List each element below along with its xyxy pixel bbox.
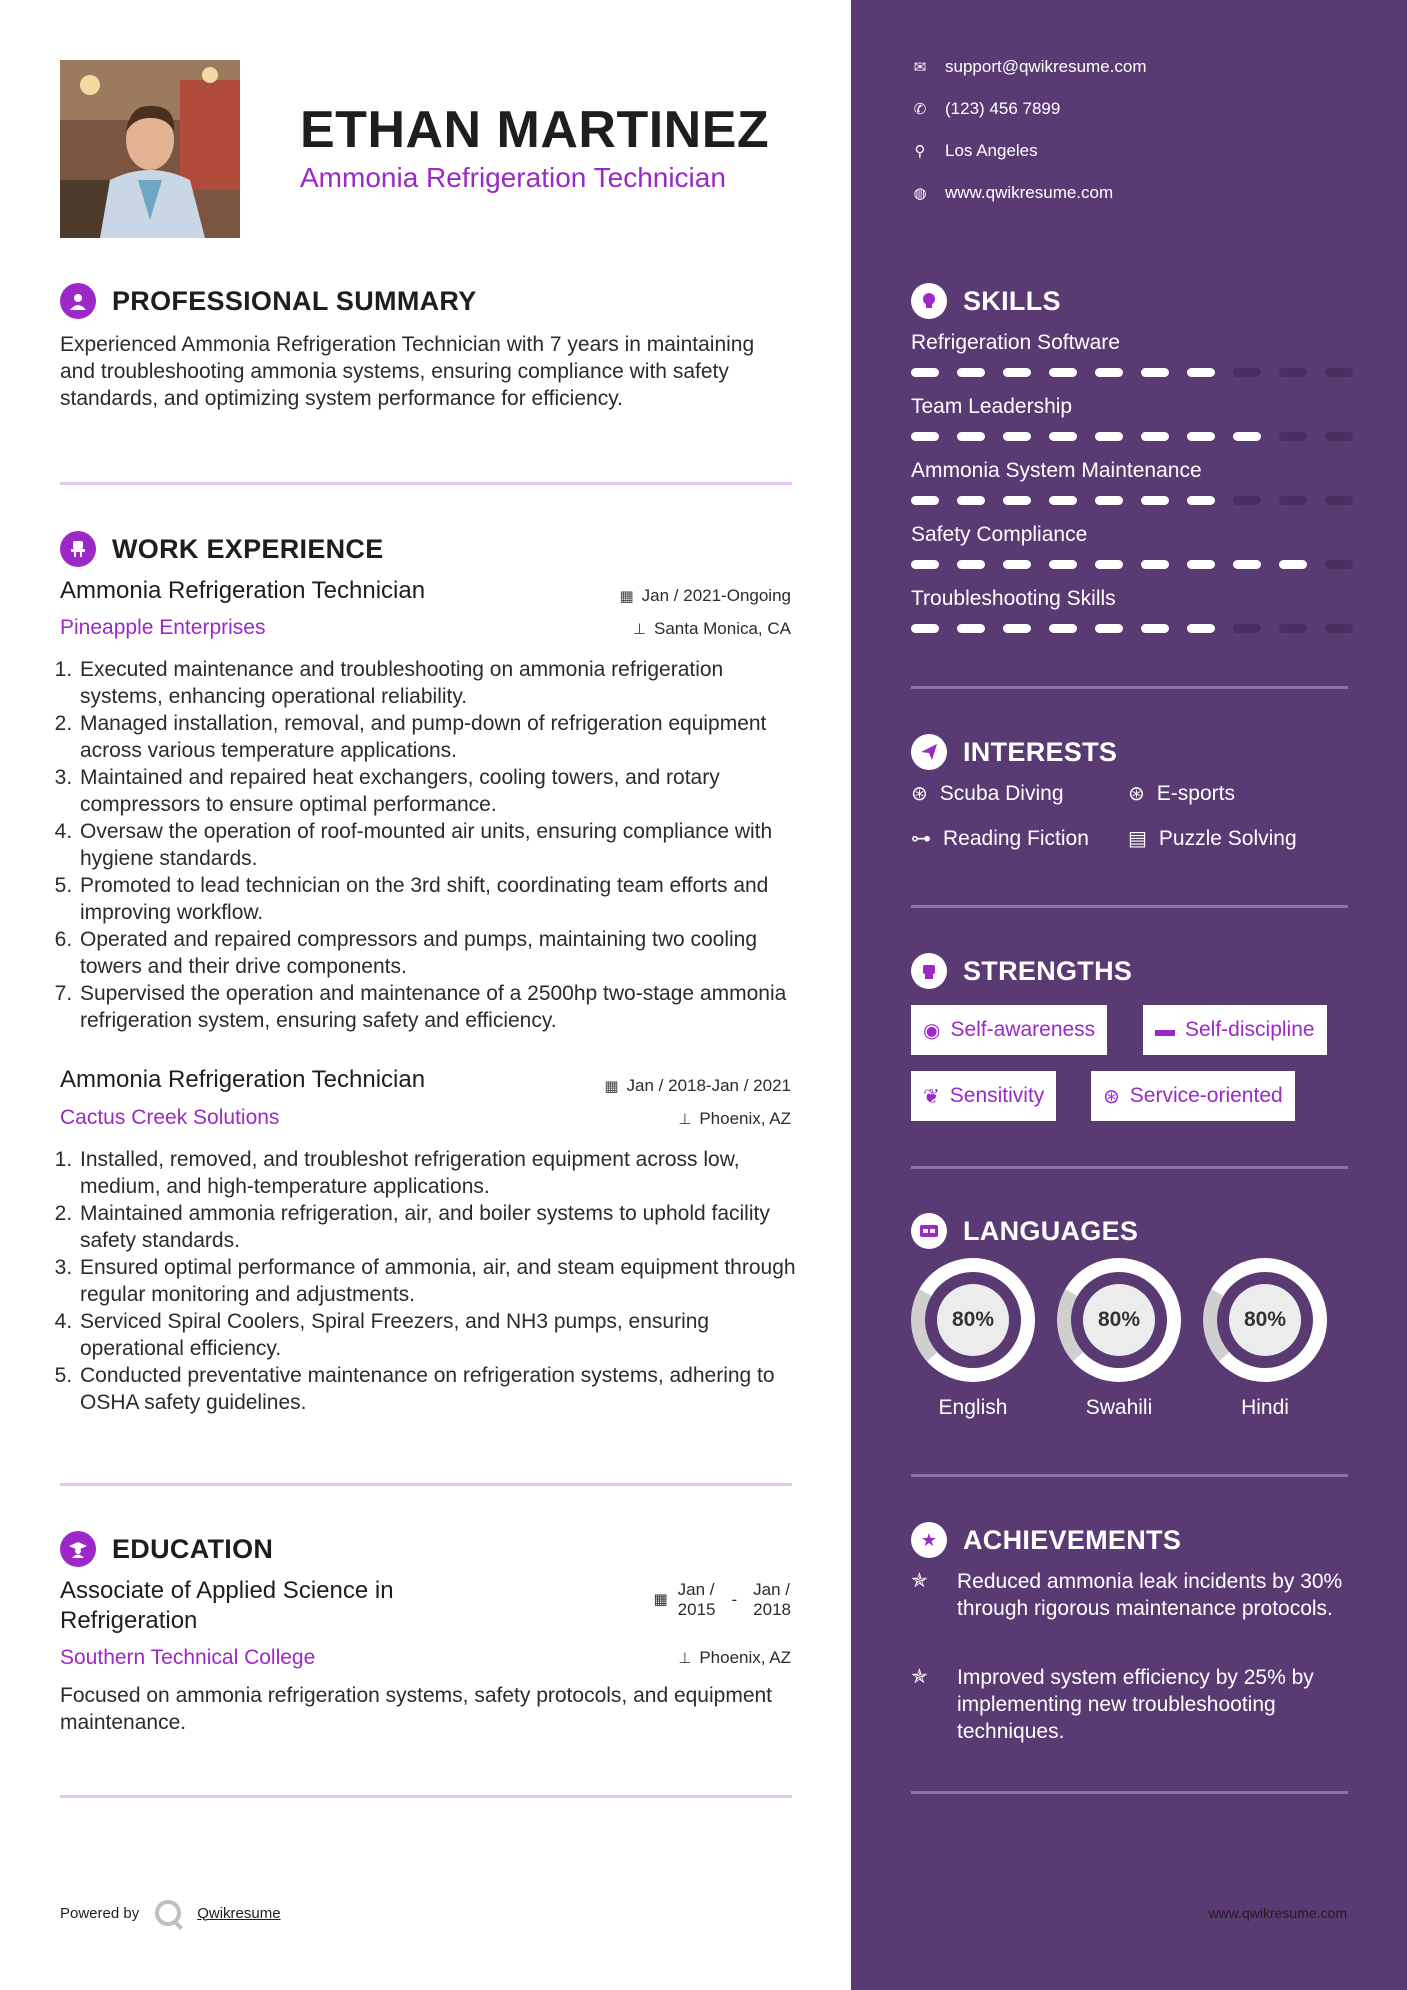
degree-line: Associate of Applied Science in — [60, 1577, 394, 1604]
job-bullet: 3. Ensured optimal performance of ammonia, air, and steam equipment through regular monitoring and adjustments. — [78, 1254, 808, 1308]
date-part: 2018 — [753, 1600, 791, 1619]
skill-dot — [1325, 496, 1353, 505]
achievement-item — [911, 1568, 1361, 1622]
job-title: Ammonia Refrigeration Technician — [60, 1066, 426, 1093]
education-dates — [653, 1580, 791, 1620]
achievement-item — [911, 1664, 1361, 1745]
shooting-star-icon: ✯ — [911, 1570, 928, 1592]
achievements-heading — [911, 1522, 1181, 1558]
job-company: Pineapple Enterprises — [60, 616, 266, 639]
job-bullet: 4. Oversaw the operation of roof-mounted air units, ensuring compliance with hygiene standards. — [78, 818, 808, 872]
job-bullet: 4. Serviced Spiral Coolers, Spiral Freezers, and NH3 pumps, ensuring operational efficiency. — [78, 1308, 808, 1362]
strength-label: Self-awareness — [950, 1018, 1096, 1041]
paper-plane-icon — [911, 734, 947, 770]
skill-dot — [957, 496, 985, 505]
experience-heading-text: WORK EXPERIENCE — [112, 533, 384, 564]
calendar-icon: ▦ — [653, 1591, 668, 1608]
skill-dot — [1095, 432, 1123, 441]
envelope-icon: ✉ — [913, 59, 927, 76]
powered-by-label: Powered by — [60, 1904, 140, 1922]
education-heading — [60, 1531, 273, 1567]
contact-email-text: support@qwikresume.com — [945, 57, 1147, 76]
skill-dot — [1279, 496, 1307, 505]
job-location — [678, 1109, 791, 1129]
lifebuoy-icon: ⊛ — [911, 783, 928, 805]
contact-phone — [911, 99, 1060, 119]
interests-heading-text: INTERESTS — [963, 736, 1118, 767]
language-icon — [911, 1213, 947, 1249]
language-name: Swahili — [1085, 1396, 1153, 1419]
leaf-icon: ❦ — [923, 1085, 940, 1108]
language-ring — [1203, 1258, 1327, 1382]
lightbulb-icon — [911, 283, 947, 319]
interest-item — [911, 826, 1089, 851]
job-bullet: 2. Managed installation, removal, and pump-down of refrigeration equipment across various temperature applications. — [78, 710, 808, 764]
interest-label: E-sports — [1156, 781, 1235, 805]
divider — [911, 1791, 1348, 1794]
globe-icon: ◍ — [913, 185, 927, 202]
divider — [60, 1795, 792, 1798]
skill-dot — [1279, 560, 1307, 569]
skill-dot — [1187, 432, 1215, 441]
brand-link[interactable]: Qwikresume — [197, 1904, 281, 1922]
skill-name: Safety Compliance — [911, 523, 1088, 546]
experience-heading — [60, 531, 384, 567]
job-bullet: 1. Installed, removed, and troubleshot refrigeration equipment across low, medium, and high-temperature applications. — [78, 1146, 808, 1200]
divider — [911, 905, 1348, 908]
job-dates-text: Jan / 2018-Jan / 2021 — [626, 1076, 791, 1095]
user-icon — [60, 283, 96, 319]
language-percent: 80% — [1229, 1284, 1301, 1356]
book-icon: ▤ — [1128, 828, 1147, 850]
skill-dots — [911, 624, 1353, 633]
qwikresume-logo-icon — [155, 1900, 181, 1926]
job-bullet: 5. Conducted preventative maintenance on refrigeration systems, adhering to OSHA safety guidelines. — [78, 1362, 808, 1416]
skill-dot — [957, 624, 985, 633]
skill-dot — [1325, 560, 1353, 569]
skill-dot — [1279, 624, 1307, 633]
job-bullet: 2. Maintained ammonia refrigeration, air, and boiler systems to uphold facility safety standards. — [78, 1200, 808, 1254]
skill-dot — [1003, 496, 1031, 505]
skill-dot — [1049, 624, 1077, 633]
job-bullets — [60, 656, 808, 1034]
contact-website[interactable] — [911, 183, 1113, 203]
education-text: Focused on ammonia refrigeration systems, safety protocols, and equipment maintenance. — [60, 1684, 773, 1734]
job-bullet: 3. Maintained and repaired heat exchangers, cooling towers, and rotary compressors to ensure optimal performance. — [78, 764, 808, 818]
education-location-text: Phoenix, AZ — [699, 1648, 791, 1667]
skill-dot — [1233, 432, 1261, 441]
strength-tag — [911, 1071, 1056, 1121]
skill-dot — [911, 560, 939, 569]
skill-name: Refrigeration Software — [911, 331, 1120, 354]
chair-icon — [60, 531, 96, 567]
graduate-icon — [60, 1531, 96, 1567]
skills-heading — [911, 283, 1061, 319]
divider — [911, 1474, 1348, 1477]
contact-location-text: Los Angeles — [945, 141, 1038, 160]
job-company: Cactus Creek Solutions — [60, 1106, 280, 1129]
language-ring — [1057, 1258, 1181, 1382]
strength-tag — [1143, 1005, 1327, 1055]
strengths-heading — [911, 953, 1132, 989]
skill-dot — [1095, 624, 1123, 633]
skill-dot — [1233, 368, 1261, 377]
summary-heading-text: PROFESSIONAL SUMMARY — [112, 285, 477, 316]
language-name: Hindi — [1241, 1396, 1289, 1419]
interest-item — [1128, 826, 1297, 851]
skill-dot — [1003, 624, 1031, 633]
skill-dot — [911, 432, 939, 441]
lifebuoy-icon: ⊛ — [1128, 783, 1145, 805]
summary-heading — [60, 283, 477, 319]
skill-dot — [1141, 624, 1169, 633]
job-location-text: Santa Monica, CA — [653, 619, 791, 638]
language-percent: 80% — [1083, 1284, 1155, 1356]
skill-dot — [1003, 560, 1031, 569]
skill-dot — [1187, 496, 1215, 505]
strength-tag — [1091, 1071, 1295, 1121]
skill-dot — [1141, 496, 1169, 505]
candidate-name: ETHAN MARTINEZ — [300, 101, 770, 159]
achievements-heading-text: ACHIEVEMENTS — [963, 1524, 1182, 1555]
contact-website-text: www.qwikresume.com — [945, 183, 1114, 202]
skill-name: Troubleshooting Skills — [911, 587, 1116, 610]
calendar-icon: ▦ — [619, 588, 634, 605]
degree-line: Refrigeration — [60, 1607, 198, 1634]
job-bullets — [60, 1146, 808, 1416]
skill-dot — [1049, 432, 1077, 441]
job-dates — [619, 586, 791, 606]
language-name: English — [938, 1396, 1008, 1419]
skill-dot — [1049, 560, 1077, 569]
star-icon: ★ — [911, 1522, 947, 1558]
skill-dot — [1187, 624, 1215, 633]
skill-dot — [1279, 432, 1307, 441]
skill-dot — [911, 368, 939, 377]
skill-dot — [1325, 368, 1353, 377]
skill-dot — [1003, 368, 1031, 377]
interest-label: Reading Fiction — [943, 826, 1089, 850]
shooting-star-icon: ✯ — [911, 1666, 928, 1688]
skill-dot — [1187, 560, 1215, 569]
divider — [60, 1483, 792, 1486]
skill-dot — [911, 624, 939, 633]
strengths-heading-text: STRENGTHS — [963, 955, 1133, 986]
skill-dot — [1233, 624, 1261, 633]
skill-dot — [1003, 432, 1031, 441]
summary-text: Experienced Ammonia Refrigeration Technician with 7 years in maintaining and troubleshooting ammonia systems, ensuring compliance with safety standards, and optimizing system performance for efficiency. — [60, 333, 755, 410]
skill-dots — [911, 560, 1353, 569]
footer-powered — [60, 1900, 281, 1926]
skill-dot — [1095, 496, 1123, 505]
calendar-icon: ▦ — [604, 1078, 619, 1095]
skill-dot — [1141, 432, 1169, 441]
interest-item — [911, 781, 1064, 806]
contact-location — [911, 141, 1038, 161]
job-location — [633, 619, 791, 639]
education-date-start — [678, 1580, 716, 1620]
language-ring — [911, 1258, 1035, 1382]
skill-dots — [911, 368, 1353, 377]
job-bullet: 1. Executed maintenance and troubleshooting on ammonia refrigeration systems, enhancing operational reliability. — [78, 656, 808, 710]
achievement-text: Reduced ammonia leak incidents by 30% through rigorous maintenance protocols. — [957, 1570, 1343, 1620]
strength-label: Sensitivity — [949, 1084, 1045, 1107]
skill-name: Ammonia System Maintenance — [911, 459, 1202, 482]
strength-label: Service-oriented — [1129, 1084, 1283, 1107]
education-date-end — [753, 1580, 791, 1620]
pin-icon: ⊥ — [632, 621, 646, 638]
skill-name: Team Leadership — [911, 395, 1073, 418]
job-bullet: 6. Operated and repaired compressors and pumps, maintaining two cooling towers and their drive components. — [78, 926, 808, 980]
language-ring-inner — [1071, 1272, 1167, 1368]
skill-dots — [911, 496, 1353, 505]
job-bullet: 5. Promoted to lead technician on the 3rd shift, coordinating team efforts and improving workflow. — [78, 872, 808, 926]
skill-dot — [1141, 560, 1169, 569]
sidebar — [851, 0, 1407, 1990]
skill-dot — [1141, 368, 1169, 377]
degree-title — [60, 1576, 394, 1636]
divider — [60, 482, 792, 485]
interest-label: Scuba Diving — [939, 781, 1064, 805]
language-ring-inner — [925, 1272, 1021, 1368]
language-percent: 80% — [937, 1284, 1009, 1356]
skill-dot — [1049, 496, 1077, 505]
footer-site[interactable]: www.qwikresume.com — [1208, 1905, 1347, 1921]
lock-icon: ▬ — [1155, 1018, 1175, 1041]
language-ring-inner — [1217, 1272, 1313, 1368]
skill-dot — [1049, 368, 1077, 377]
interest-item — [1128, 781, 1235, 806]
contact-email[interactable] — [911, 57, 1147, 77]
divider — [911, 1166, 1348, 1169]
profile-photo — [60, 60, 240, 238]
date-part: Jan / — [753, 1580, 791, 1599]
skill-dot — [1233, 496, 1261, 505]
map-pin-icon: ⚲ — [914, 143, 926, 160]
skill-dot — [1325, 432, 1353, 441]
user-circle-icon: ◉ — [923, 1019, 941, 1042]
job-title: Ammonia Refrigeration Technician — [60, 577, 426, 604]
pin-icon: ⊥ — [678, 1111, 692, 1128]
fist-icon — [911, 953, 947, 989]
education-heading-text: EDUCATION — [112, 1533, 274, 1564]
gamepad-icon: ⊶ — [911, 828, 931, 850]
interest-label: Puzzle Solving — [1158, 826, 1297, 850]
date-part: Jan / — [677, 1580, 715, 1599]
job-bullet: 7. Supervised the operation and maintenance of a 2500hp two-stage ammonia refrigeration system, ensuring safety and efficiency. — [78, 980, 808, 1034]
languages-heading-text: LANGUAGES — [963, 1215, 1139, 1246]
skill-dot — [1095, 560, 1123, 569]
candidate-role: Ammonia Refrigeration Technician — [300, 162, 726, 193]
education-location — [678, 1648, 791, 1668]
languages-heading — [911, 1213, 1138, 1249]
skill-dots — [911, 432, 1353, 441]
skill-dot — [1187, 368, 1215, 377]
skill-dot — [957, 560, 985, 569]
strength-label: Self-discipline — [1185, 1018, 1315, 1041]
date-separator: - — [731, 1590, 738, 1609]
skill-dot — [957, 368, 985, 377]
phone-icon: ✆ — [913, 101, 927, 118]
skill-dot — [1325, 624, 1353, 633]
lifebuoy-icon: ⊛ — [1103, 1085, 1120, 1108]
school-name: Southern Technical College — [60, 1646, 316, 1669]
skill-dot — [911, 496, 939, 505]
job-location-text: Phoenix, AZ — [699, 1109, 791, 1128]
pin-icon: ⊥ — [678, 1650, 692, 1667]
strength-tag — [911, 1005, 1107, 1055]
date-part: 2015 — [677, 1600, 716, 1619]
skill-dot — [1095, 368, 1123, 377]
achievement-text: Improved system efficiency by 25% by implementing new troubleshooting techniques. — [957, 1666, 1314, 1743]
job-dates — [604, 1076, 791, 1096]
divider — [911, 686, 1348, 689]
skill-dot — [957, 432, 985, 441]
interests-heading — [911, 734, 1117, 770]
job-dates-text: Jan / 2021-Ongoing — [641, 586, 791, 605]
skill-dot — [1233, 560, 1261, 569]
skill-dot — [1279, 368, 1307, 377]
contact-phone-text: (123) 456 7899 — [945, 99, 1061, 118]
skills-heading-text: SKILLS — [963, 285, 1061, 316]
